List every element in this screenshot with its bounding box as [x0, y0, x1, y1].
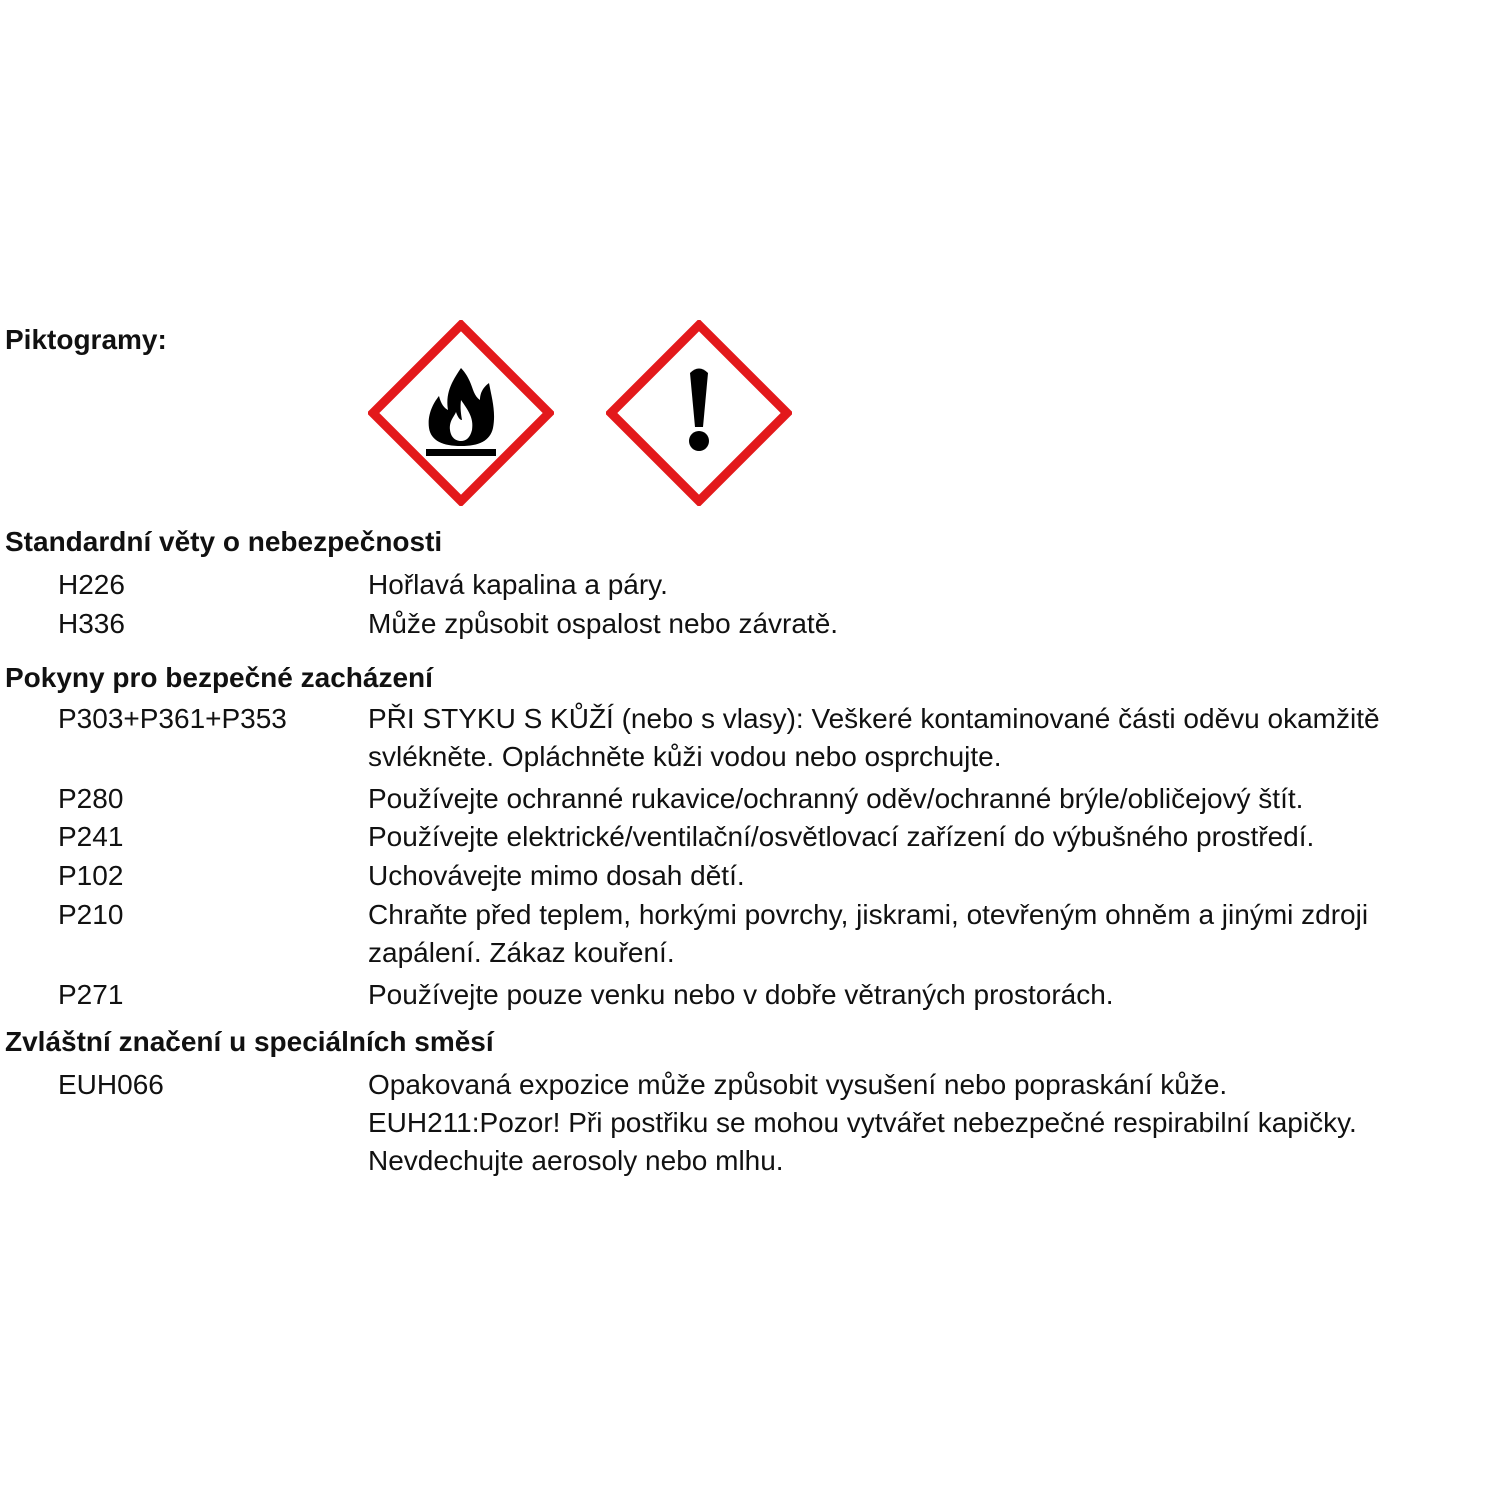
statement-text	[368, 976, 1493, 1014]
statement-code: P102	[58, 860, 124, 891]
statement-code: P280	[58, 783, 124, 814]
statement-text-line: Nevdechujte aerosoly nebo mlhu.	[368, 1145, 784, 1176]
statement-text	[368, 818, 1493, 856]
statement-text	[368, 780, 1493, 818]
statement-text-line: Používejte elektrické/ventilační/osvětlovací zařízení do výbušného prostředí.	[368, 821, 1315, 852]
statement-code: EUH066	[58, 1069, 164, 1100]
special-labelling-heading: Zvláštní značení u speciálních směsí	[5, 1026, 494, 1057]
statement-text	[368, 896, 1493, 972]
precautionary-statements-heading: Pokyny pro bezpečné zacházení	[5, 662, 433, 693]
statement-text-line: Opakovaná expozice může způsobit vysušení nebo popraskání kůže.	[368, 1069, 1228, 1100]
statement-text	[368, 857, 1493, 895]
statement-text-line: Může způsobit ospalost nebo závratě.	[368, 608, 839, 639]
pictograms-group	[368, 320, 798, 506]
exclamation-mark-icon	[606, 320, 792, 506]
statement-code: P303+P361+P353	[58, 703, 287, 734]
statement-text-line: Uchovávejte mimo dosah dětí.	[368, 860, 745, 891]
flame-icon	[368, 320, 554, 506]
statement-code: P241	[58, 821, 124, 852]
statement-text-line: Hořlavá kapalina a páry.	[368, 569, 668, 600]
statement-text-line: Používejte pouze venku nebo v dobře větraných prostorách.	[368, 979, 1114, 1010]
statement-text	[368, 1066, 1493, 1180]
statement-text-line: zapálení. Zákaz kouření.	[368, 937, 675, 968]
statement-text-line: Používejte ochranné rukavice/ochranný oděv/ochranné brýle/obličejový štít.	[368, 783, 1304, 814]
statement-text-line: EUH211:Pozor! Při postřiku se mohou vytvářet nebezpečné respirabilní kapičky.	[368, 1107, 1357, 1138]
statement-text	[368, 605, 1493, 643]
statement-code: H336	[58, 608, 125, 639]
statement-code: H226	[58, 569, 125, 600]
statement-text-line: svlékněte. Opláchněte kůži vodou nebo osprchujte.	[368, 741, 1002, 772]
statement-text-line: PŘI STYKU S KŮŽÍ (nebo s vlasy): Veškeré kontaminované části oděvu okamžitě	[368, 703, 1380, 734]
hazard-statements-heading: Standardní věty o nebezpečnosti	[5, 526, 443, 557]
statement-text	[368, 566, 1493, 604]
statement-text-line: Chraňte před teplem, horkými povrchy, jiskrami, otevřeným ohněm a jinými zdroji	[368, 899, 1369, 930]
pictograms-heading: Piktogramy:	[5, 324, 167, 355]
statement-code: P271	[58, 979, 124, 1010]
statement-code: P210	[58, 899, 124, 930]
statement-text	[368, 700, 1493, 776]
